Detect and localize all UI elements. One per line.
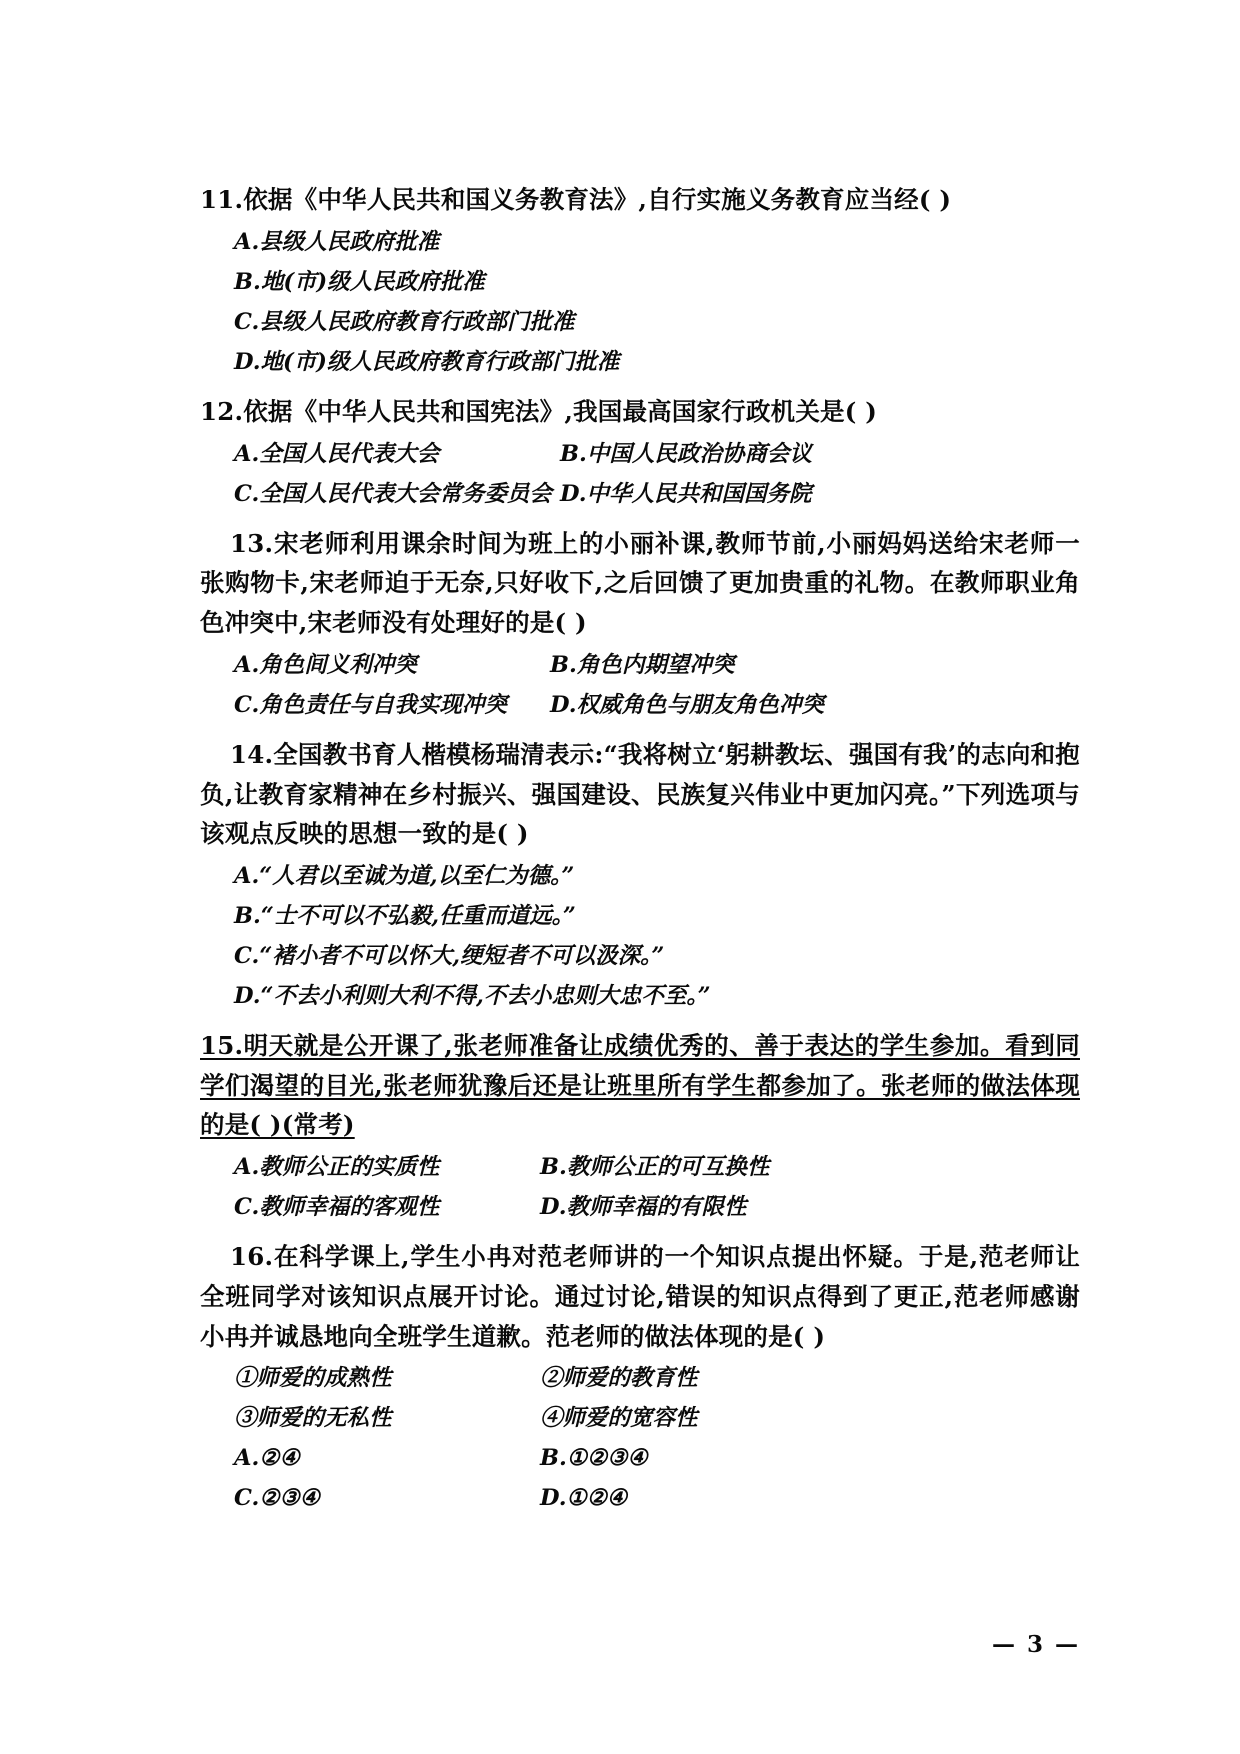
option-c[interactable]: C.全国人民代表大会常务委员会 <box>234 480 552 507</box>
option-row <box>200 1358 1080 1398</box>
option-b[interactable]: B.“士不可以不弘毅,任重而道远。” <box>234 902 576 929</box>
question-12 <box>200 392 1080 514</box>
option-a[interactable]: A.县级人民政府批准 <box>234 228 440 255</box>
option-row <box>200 222 1080 262</box>
option-d[interactable]: D.地(市)级人民政府教育行政部门批准 <box>234 348 620 375</box>
option-row <box>200 1478 1080 1518</box>
option-3[interactable]: ③师爱的无私性 <box>234 1405 392 1432</box>
option-b[interactable]: B.角色内期望冲突 <box>550 651 735 678</box>
option-d[interactable]: D.中华人民共和国国务院 <box>560 480 812 507</box>
question-stem: 11.依据《中华人民共和国义务教育法》,自行实施义务教育应当经( ) <box>200 185 952 214</box>
question-stem: 13.宋老师利用课余时间为班上的小丽补课,教师节前,小丽妈妈送给宋老师一张购物卡,宋老师迫于无奈,只好收下,之后回馈了更加贵重的礼物。在教师职业角色冲突中,宋老师没有处理好的是( ) <box>200 528 1080 638</box>
option-a[interactable]: A.“人君以至诚为道,以至仁为德。” <box>234 862 575 889</box>
option-row <box>200 1147 1080 1187</box>
option-b[interactable]: B.①②③④ <box>540 1445 648 1472</box>
option-row <box>200 1398 1080 1438</box>
question-15 <box>200 1026 1080 1227</box>
option-row <box>200 645 1080 685</box>
question-13 <box>200 524 1080 725</box>
question-14 <box>200 735 1080 1016</box>
option-row <box>200 1187 1080 1227</box>
option-list <box>200 222 1080 382</box>
option-b[interactable]: B.地(市)级人民政府批准 <box>234 268 485 295</box>
option-b[interactable]: B.教师公正的可互换性 <box>540 1154 770 1181</box>
option-row <box>200 856 1080 896</box>
option-row <box>200 685 1080 725</box>
option-row <box>200 896 1080 936</box>
question-stem: 15.明天就是公开课了,张老师准备让成绩优秀的、善于表达的学生参加。看到同学们渴望的目光,张老师犹豫后还是让班里所有学生都参加了。张老师的做法体现的是( )(常考) <box>200 1031 1080 1140</box>
option-c[interactable]: C.教师幸福的客观性 <box>234 1194 440 1221</box>
option-a[interactable]: A.角色间义利冲突 <box>234 651 417 678</box>
option-a[interactable]: A.②④ <box>234 1445 300 1472</box>
option-list <box>200 645 1080 725</box>
option-list <box>200 1358 1080 1518</box>
option-list <box>200 856 1080 1016</box>
option-d[interactable]: D.教师幸福的有限性 <box>540 1194 747 1221</box>
option-a[interactable]: A.全国人民代表大会 <box>234 440 440 467</box>
option-row <box>200 302 1080 342</box>
option-row <box>200 474 1080 514</box>
question-stem: 12.依据《中华人民共和国宪法》,我国最高国家行政机关是( ) <box>200 396 878 426</box>
option-1[interactable]: ①师爱的成熟性 <box>234 1365 392 1392</box>
option-4[interactable]: ④师爱的宽容性 <box>540 1405 698 1432</box>
option-d[interactable]: D.“不去小利则大利不得,不去小忠则大忠不至。” <box>234 983 711 1010</box>
option-row <box>200 434 1080 474</box>
option-b[interactable]: B.中国人民政治协商会议 <box>560 440 812 467</box>
page-number: — 3 — <box>991 1631 1080 1658</box>
option-row <box>200 976 1080 1016</box>
option-c[interactable]: C.②③④ <box>234 1485 320 1512</box>
option-d[interactable]: D.①②④ <box>540 1485 628 1512</box>
option-row <box>200 1438 1080 1478</box>
question-11 <box>200 180 1080 382</box>
option-a[interactable]: A.教师公正的实质性 <box>234 1154 440 1181</box>
option-row <box>200 342 1080 382</box>
option-list <box>200 434 1080 514</box>
question-stem: 14.全国教书育人楷模杨瑞清表示:“我将树立‘躬耕教坛、强国有我’的志向和抱负,让教育家精神在乡村振兴、强国建设、民族复兴伟业中更加闪亮。”下列选项与该观点反映的思想一致的是( ) <box>200 739 1080 849</box>
option-c[interactable]: C.县级人民政府教育行政部门批准 <box>234 308 575 335</box>
option-c[interactable]: C.“褚小者不可以怀大,绠短者不可以汲深。” <box>234 942 665 969</box>
question-stem: 16.在科学课上,学生小冉对范老师讲的一个知识点提出怀疑。于是,范老师让全班同学对该知识点展开讨论。通过讨论,错误的知识点得到了更正,范老师感谢小冉并诚恳地向全班学生道歉。范老师的做法体现的是( ) <box>200 1242 1080 1351</box>
option-row <box>200 936 1080 976</box>
option-list <box>200 1147 1080 1227</box>
option-2[interactable]: ②师爱的教育性 <box>540 1365 698 1392</box>
option-d[interactable]: D.权威角色与朋友角色冲突 <box>550 691 825 718</box>
option-row <box>200 262 1080 302</box>
option-c[interactable]: C.角色责任与自我实现冲突 <box>234 691 507 718</box>
question-16 <box>200 1237 1080 1518</box>
